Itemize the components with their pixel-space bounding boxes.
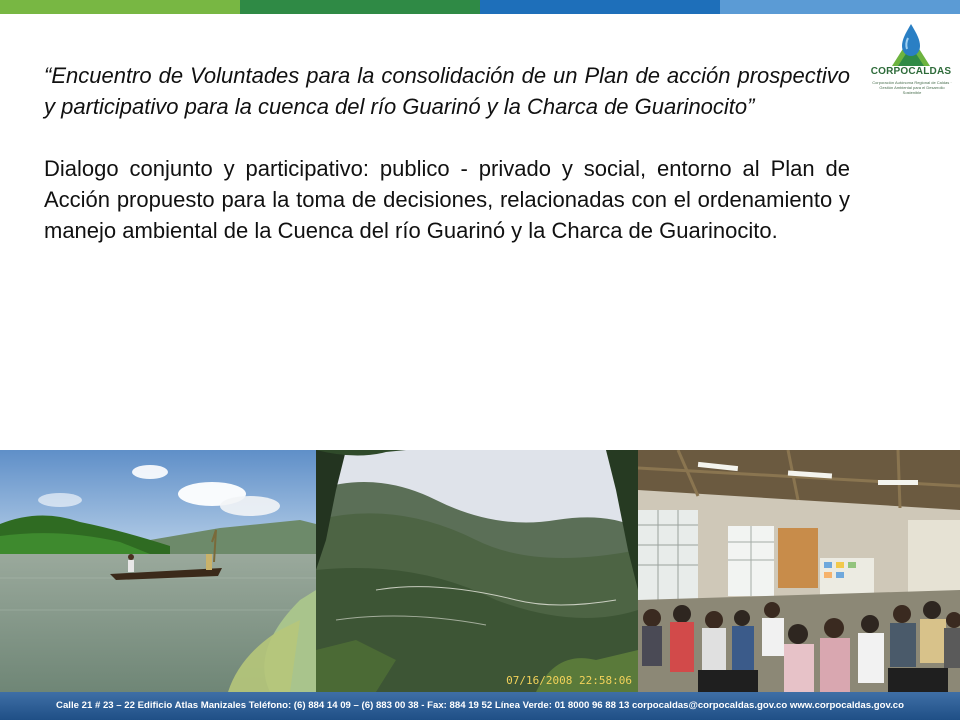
event-description: Dialogo conjunto y participativo: publico - privado y social, entorno al Plan de Acción propuesto para la toma de decisiones, relacionadas con el ordenamiento y manejo ambiental de la Cuenca del río Guarinó y la Charca de Guarinocito.: [44, 156, 850, 243]
lake-canoe-photo: [0, 450, 316, 692]
photo-strip: [0, 450, 960, 692]
event-title-quote: “Encuentro de Voluntades para la consolidación de un Plan de acción prospectivo y participativo para la cuenca del río Guarinó y la Charca de Guarinocito”: [44, 63, 850, 119]
top-bar-green: [0, 0, 240, 14]
footer-address: Calle 21 # 23 – 22 Edificio Atlas Manizales Teléfono: (6) 884 14 09 – (6) 883 00 38 - Fax: 884 19 52 Línea Verde: 01 8000 96 88 13 corpocaldas@corpocaldas.gov.co www.corpocaldas.gov.co: [56, 700, 904, 711]
top-bar-lightblue: [720, 0, 960, 14]
water-drop-icon: [888, 22, 934, 72]
mountain-valley-photo: [316, 450, 638, 692]
top-color-bars: [0, 0, 960, 14]
meeting-room-photo: [638, 450, 960, 692]
footer-contact-bar: [0, 692, 960, 720]
top-bar-darkgreen: [240, 0, 480, 14]
logo-tagline: Corporación Autónoma Regional de Caldas · Gestión Ambiental para el Desarrollo Sostenible: [872, 80, 952, 95]
corpocaldas-logo: [868, 22, 954, 98]
photo-timestamp: 07/16/2008 22:58:06: [506, 674, 632, 687]
slide-content: [44, 60, 850, 246]
top-bar-blue: [480, 0, 720, 14]
logo-name: CORPOCALDAS: [870, 66, 952, 77]
